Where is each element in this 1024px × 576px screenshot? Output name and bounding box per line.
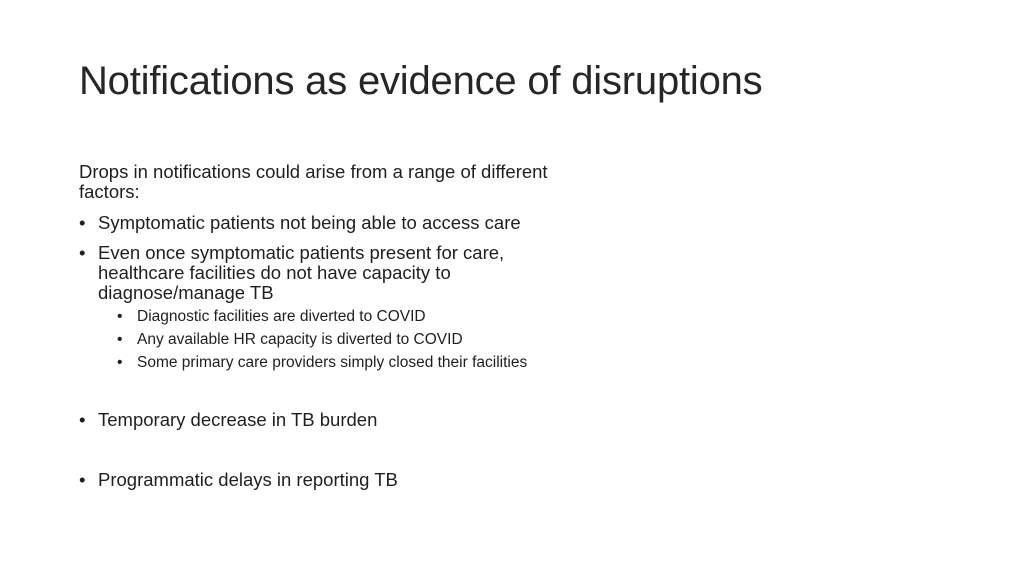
list-item xyxy=(79,213,549,233)
sub-list-item xyxy=(117,354,549,371)
bullet-icon: • xyxy=(117,331,123,348)
list-item xyxy=(79,470,549,490)
bullet-icon: • xyxy=(117,354,123,371)
list-item xyxy=(79,243,549,371)
sub-bullet-text: Diagnostic facilities are diverted to COVID xyxy=(137,308,426,325)
bullet-icon: • xyxy=(79,469,86,490)
bullet-icon: • xyxy=(117,308,123,325)
bullet-text: Temporary decrease in TB burden xyxy=(98,409,378,430)
sub-bullet-list xyxy=(117,308,549,371)
slide-body xyxy=(79,162,549,500)
sub-list-item xyxy=(117,308,549,325)
bullet-text: Programmatic delays in reporting TB xyxy=(98,469,398,490)
sub-list-item xyxy=(117,331,549,348)
sub-bullet-text: Some primary care providers simply closed their facilities xyxy=(137,354,528,371)
list-item xyxy=(79,410,549,430)
bullet-text: Symptomatic patients not being able to access care xyxy=(98,212,521,233)
slide-title: Notifications as evidence of disruptions xyxy=(79,59,763,103)
intro-text: Drops in notifications could arise from a range of different factors: xyxy=(79,161,548,202)
bullet-icon: • xyxy=(79,212,86,233)
bullet-icon: • xyxy=(79,409,86,430)
bullet-text: Even once symptomatic patients present for care, healthcare facilities do not have capacity to diagnose/manage TB xyxy=(98,242,505,303)
bullet-icon: • xyxy=(79,242,86,263)
bullet-list xyxy=(79,213,549,490)
sub-bullet-text: Any available HR capacity is diverted to COVID xyxy=(137,331,463,348)
